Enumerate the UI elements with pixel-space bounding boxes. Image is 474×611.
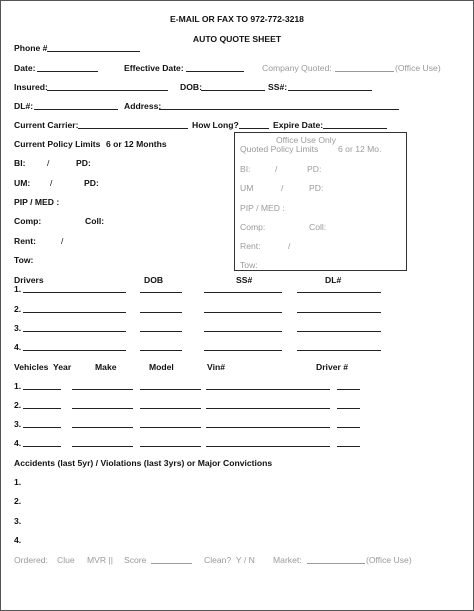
driver-dob-field[interactable]	[140, 312, 182, 313]
phone-field[interactable]	[47, 51, 140, 52]
vehicles-year-header: Year	[53, 362, 72, 372]
policy-months: 6 or 12 Months	[106, 139, 167, 149]
bi-label: BI:	[14, 158, 26, 168]
vehicle-row-number: 2.	[14, 400, 22, 410]
expire-date-label: Expire Date:	[273, 120, 324, 130]
driver-ss-field[interactable]	[204, 292, 282, 293]
insured-field[interactable]	[47, 90, 168, 91]
vehicle-vin-field[interactable]	[206, 446, 330, 447]
accident-row-number: 2.	[14, 496, 22, 506]
accident-row-number: 3.	[14, 516, 22, 526]
vehicle-vin-field[interactable]	[206, 427, 330, 428]
pip-med-label: PIP / MED :	[14, 197, 60, 207]
driver-row-number: 2.	[14, 304, 22, 314]
driver-name-field[interactable]	[23, 292, 126, 293]
office-pd-label: PD:	[307, 164, 322, 174]
current-carrier-label: Current Carrier:	[14, 120, 79, 130]
insured-label: Insured:	[14, 82, 48, 92]
bi-slash: /	[47, 158, 50, 168]
address-field[interactable]	[159, 109, 399, 110]
ordered-label: Ordered:	[14, 555, 48, 565]
dob-label: DOB:	[180, 82, 202, 92]
vehicle-row-number: 3.	[14, 419, 22, 429]
vehicle-vin-field[interactable]	[206, 389, 330, 390]
driver-name-field[interactable]	[23, 312, 126, 313]
vehicles-vin-header: Vin#	[207, 362, 225, 372]
vehicles-driver-header: Driver #	[316, 362, 349, 372]
office-bi-label: BI:	[240, 164, 251, 174]
vehicle-row-number: 1.	[14, 381, 22, 391]
vehicle-year-field[interactable]	[23, 446, 61, 447]
office-rent-slash: /	[288, 241, 291, 251]
driver-dl-field[interactable]	[297, 292, 381, 293]
vehicle-year-field[interactable]	[23, 408, 61, 409]
office-comp-label: Comp:	[240, 222, 266, 232]
market-office-use: (Office Use)	[366, 555, 412, 565]
office-coll-label: Coll:	[309, 222, 327, 232]
effective-date-field[interactable]	[186, 71, 244, 72]
driver-dob-field[interactable]	[140, 292, 182, 293]
clue-label: Clue	[57, 555, 75, 565]
office-pip-med-label: PIP / MED :	[240, 203, 285, 213]
office-tow-label: Tow:	[240, 260, 258, 270]
vehicle-driver-field[interactable]	[337, 427, 360, 428]
um-slash: /	[50, 178, 53, 188]
vehicle-model-field[interactable]	[140, 389, 201, 390]
clean-label: Clean? Y / N	[204, 555, 255, 565]
dl-field[interactable]	[34, 109, 118, 110]
quoted-months: 6 or 12 Mo.	[338, 144, 382, 154]
accidents-heading: Accidents (last 5yr) / Violations (last 3yrs) or Major Convictions	[14, 458, 273, 468]
office-rent-label: Rent:	[240, 241, 261, 251]
company-quoted-label: Company Quoted:	[262, 63, 332, 73]
dl-label: DL#:	[14, 101, 34, 111]
vehicle-model-field[interactable]	[140, 427, 201, 428]
company-quoted-field[interactable]	[335, 71, 394, 72]
driver-ss-field[interactable]	[204, 312, 282, 313]
drivers-dl-header: DL#	[325, 275, 342, 285]
address-label: Address:	[124, 101, 162, 111]
vehicle-year-field[interactable]	[23, 389, 61, 390]
office-um-slash: /	[281, 183, 284, 193]
vehicle-make-field[interactable]	[72, 446, 133, 447]
mvr-label: MVR ||	[87, 555, 113, 565]
driver-name-field[interactable]	[23, 331, 126, 332]
effective-date-label: Effective Date:	[124, 63, 184, 73]
vehicles-heading: Vehicles	[14, 362, 49, 372]
drivers-dob-header: DOB	[144, 275, 164, 285]
score-field[interactable]	[151, 563, 192, 564]
office-bi-slash: /	[275, 164, 278, 174]
vehicle-model-field[interactable]	[140, 446, 201, 447]
date-field[interactable]	[37, 71, 98, 72]
pd-label: PD:	[76, 158, 91, 168]
driver-dob-field[interactable]	[140, 350, 182, 351]
quoted-limits-label: Quoted Policy Limits	[240, 144, 319, 154]
current-carrier-field[interactable]	[78, 128, 188, 129]
company-quoted-office-use: (Office Use)	[395, 63, 441, 73]
ss-field[interactable]	[288, 90, 372, 91]
driver-ss-field[interactable]	[204, 350, 282, 351]
um-label: UM:	[14, 178, 31, 188]
vehicle-make-field[interactable]	[72, 389, 133, 390]
form-title: AUTO QUOTE SHEET	[192, 34, 282, 44]
how-long-field[interactable]	[239, 128, 269, 129]
rent-label: Rent:	[14, 236, 36, 246]
driver-name-field[interactable]	[23, 350, 126, 351]
driver-row-number: 1.	[14, 284, 22, 294]
office-um-pd-label: PD:	[309, 183, 324, 193]
how-long-label: How Long?	[192, 120, 239, 130]
market-field[interactable]	[307, 563, 365, 564]
driver-dob-field[interactable]	[140, 331, 182, 332]
score-label: Score	[124, 555, 147, 565]
drivers-ss-header: SS#	[236, 275, 253, 285]
ss-label: SS#:	[268, 82, 288, 92]
driver-dl-field[interactable]	[297, 350, 381, 351]
accident-row-number: 4.	[14, 535, 22, 545]
vehicle-driver-field[interactable]	[337, 408, 360, 409]
vehicles-model-header: Model	[149, 362, 174, 372]
vehicle-row-number: 4.	[14, 438, 22, 448]
rent-slash: /	[61, 236, 64, 246]
driver-row-number: 3.	[14, 323, 22, 333]
phone-label: Phone #	[14, 43, 48, 53]
drivers-heading: Drivers	[14, 275, 44, 285]
office-use-title: Office Use Only	[276, 135, 337, 145]
driver-ss-field[interactable]	[204, 331, 282, 332]
dob-field[interactable]	[201, 90, 265, 91]
vehicle-make-field[interactable]	[72, 408, 133, 409]
driver-row-number: 4.	[14, 342, 22, 352]
fax-header: E-MAIL OR FAX TO 972-772-3218	[170, 14, 304, 24]
vehicle-model-field[interactable]	[140, 408, 201, 409]
vehicle-year-field[interactable]	[23, 427, 61, 428]
coll-label: Coll:	[85, 216, 105, 226]
policy-limits-label: Current Policy Limits	[14, 139, 101, 149]
accident-row-number: 1.	[14, 477, 22, 487]
comp-label: Comp:	[14, 216, 42, 226]
office-um-label: UM	[240, 183, 254, 193]
expire-date-field[interactable]	[323, 128, 387, 129]
vehicle-vin-field[interactable]	[206, 408, 330, 409]
driver-dl-field[interactable]	[297, 331, 381, 332]
um-pd-label: PD:	[84, 178, 99, 188]
vehicle-make-field[interactable]	[72, 427, 133, 428]
vehicles-make-header: Make	[95, 362, 117, 372]
vehicle-driver-field[interactable]	[337, 389, 360, 390]
vehicle-driver-field[interactable]	[337, 446, 360, 447]
date-label: Date:	[14, 63, 36, 73]
market-label: Market:	[273, 555, 302, 565]
tow-label: Tow:	[14, 255, 34, 265]
driver-dl-field[interactable]	[297, 312, 381, 313]
